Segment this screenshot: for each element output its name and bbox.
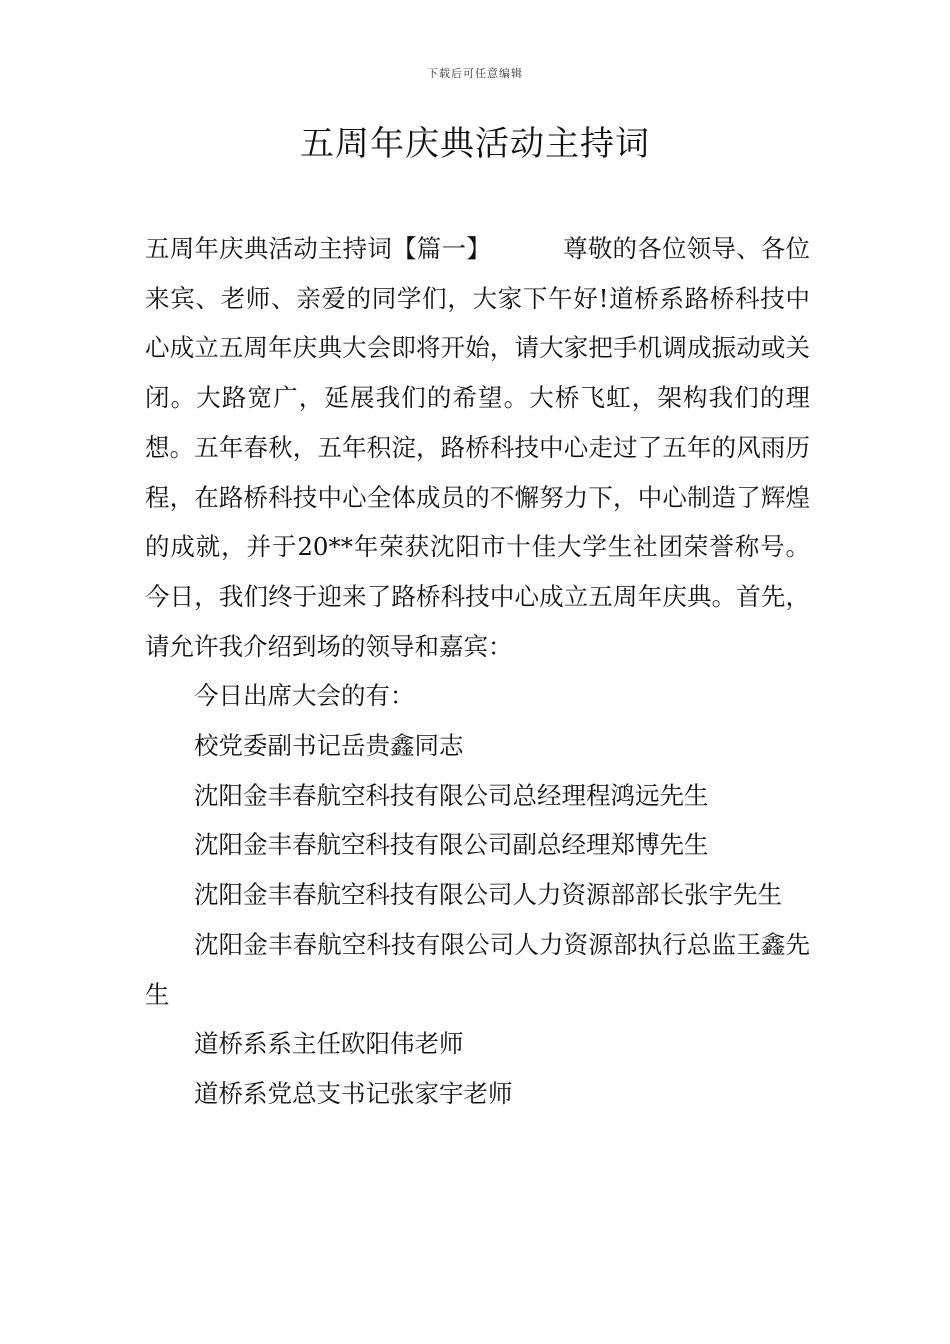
paragraph-guest: 校党委副书记岳贵鑫同志 bbox=[194, 731, 464, 761]
document-title: 五周年庆典活动主持词 bbox=[300, 124, 650, 164]
section-heading: 五周年庆典活动主持词【篇一】 bbox=[145, 234, 491, 263]
paragraph-guest: 沈阳金丰春航空科技有限公司人力资源部部长张宇先生 bbox=[194, 880, 782, 910]
paragraph-guest: 沈阳金丰春航空科技有限公司总经理程鸿远先生 bbox=[194, 780, 709, 810]
paragraph-guest: 道桥系党总支书记张家宇老师 bbox=[194, 1078, 513, 1108]
paragraph-guest: 道桥系系主任欧阳伟老师 bbox=[194, 1029, 464, 1059]
paragraph-attendees-intro: 今日出席大会的有： bbox=[194, 681, 415, 711]
intro-text: 尊敬的各位领导、各位来宾、老师、亲爱的同学们，大家下午好!道桥系路桥科技中心成立五周年庆典大会即将开始，请大家把手机调成振动或关闭。大路宽广，延展我们的希望。大桥飞虹，架构我们的理想。五年春秋，五年积淀，路桥科技中心走过了五年的风雨历程，在路桥科技中心全体成员的不懈努力下，中心制造了辉煌的成就，并于20**年荣获沈阳市十佳大学生社团荣誉称号。今日，我们终于迎来了路桥科技中心成立五周年庆典。首先，请允许我介绍到场的领导和嘉宾： bbox=[145, 234, 811, 661]
document-body bbox=[145, 224, 810, 1119]
intro-paragraph bbox=[145, 224, 810, 671]
paragraph-guest: 沈阳金丰春航空科技有限公司副总经理郑博先生 bbox=[194, 830, 709, 860]
header-note: 下载后可任意编辑 bbox=[427, 67, 523, 80]
paragraph-guest: 沈阳金丰春航空科技有限公司人力资源部执行总监王鑫先生 bbox=[145, 929, 810, 1009]
